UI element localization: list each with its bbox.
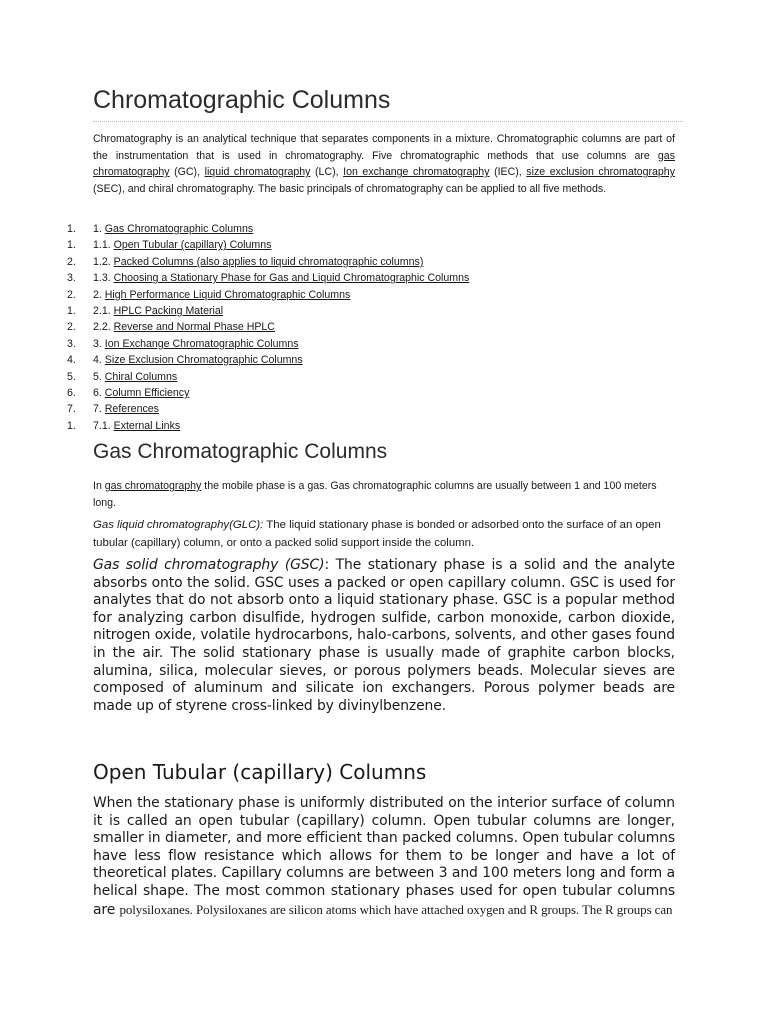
open-tubular-paragraph — [93, 795, 675, 919]
toc-item — [0, 270, 700, 286]
toc-marker: 2. — [67, 321, 76, 334]
link-liquid-chromatography[interactable]: liquid chromatography — [204, 166, 311, 179]
toc-number: 4. — [93, 354, 105, 367]
toc-link[interactable]: References — [104, 403, 159, 416]
toc-link[interactable]: External Links — [113, 419, 181, 432]
toc-link[interactable]: Packed Columns (also applies to liquid chromatographic columns) — [113, 255, 424, 268]
toc-item — [0, 385, 700, 401]
toc-item — [0, 401, 700, 417]
link-gas-chromatography[interactable]: gas chromatography — [93, 149, 675, 179]
glc-paragraph — [93, 517, 675, 552]
toc-marker: 3. — [67, 337, 76, 350]
toc-marker: 1. — [67, 304, 76, 317]
toc-number: 2. — [93, 288, 105, 301]
toc-item — [0, 303, 700, 319]
glc-text: The liquid stationary phase is bonded or adsorbed onto the surface of an open tubular (capillary) column, or onto a packed solid support inside the column. — [93, 519, 661, 549]
gsc-paragraph — [93, 557, 675, 715]
gsc-text: : The stationary phase is a solid and the analyte absorbs onto the solid. GSC uses a packed or open capillary column. GSC is used for analytes that do not absorb onto a liquid stationary phase. GSC is a popular method for analyzing carbon disulfide, hydrogen sulfide, carbon monoxide, carbon dioxide, nitrogen oxide, volatile hydrocarbons, halo-carbons, solvents, and other gases found in the air. The solid stationary phase is usually made of graphite carbon blocks, alumina, silica, molecular sieves, or porous polymers beads. Molecular sieves are composed of aluminum and silicate ion exchangers. Porous polymer beads are made up of styrene cross-linked by divinylbenzene. — [93, 557, 675, 714]
toc-link[interactable]: Choosing a Stationary Phase for Gas and Liquid Chromatographic Columns — [113, 272, 470, 285]
toc-link[interactable]: Gas Chromatographic Columns — [104, 223, 254, 235]
toc-item — [0, 319, 700, 335]
gas-intro-paragraph — [93, 478, 675, 511]
toc-marker: 6. — [67, 386, 76, 399]
toc-item — [0, 352, 700, 368]
toc-item — [0, 336, 700, 352]
toc-link[interactable]: Open Tubular (capillary) Columns — [113, 239, 272, 252]
section-heading-gas-chromatographic-columns: Gas Chromatographic Columns — [93, 440, 388, 463]
toc-link[interactable]: Ion Exchange Chromatographic Columns — [104, 337, 299, 350]
table-of-contents — [0, 221, 700, 434]
toc-marker: 7. — [67, 403, 76, 416]
toc-number: 7. — [93, 403, 105, 416]
toc-number: 2.2. — [93, 321, 114, 334]
toc-item — [0, 254, 700, 270]
link-ion-exchange-chromatography[interactable]: Ion exchange chromatography — [343, 166, 490, 179]
toc-marker: 2. — [67, 255, 76, 268]
open-tubular-text: When the stationary phase is uniformly distributed on the interior surface of column it is called an open tubular (capillary) column. Open tubular columns are longer, smaller in diameter, and more efficient than packed columns. Open tubular columns have less flow resistance which allows for them to be longer and have a lot of theoretical plates. Capillary columns are between 3 and 100 meters long and form a helical shape. The most common stationary phases used for open tubular columns are — [93, 795, 675, 918]
toc-number: 1. — [93, 223, 105, 235]
toc-link[interactable]: Reverse and Normal Phase HPLC — [113, 321, 275, 334]
intro-paragraph — [93, 131, 675, 197]
section-heading-open-tubular-columns: Open Tubular (capillary) Columns — [93, 760, 427, 784]
toc-number: 5. — [93, 370, 105, 383]
intro-text: Chromatography is an analytical technique that separates components in a mixture. Chromatographic columns are part of the instrumentation that is used in chromatography. Five chromatographic methods that use columns are — [93, 133, 675, 162]
toc-link[interactable]: HPLC Packing Material — [113, 304, 224, 317]
toc-number: 7.1. — [93, 419, 114, 432]
link-size-exclusion-chromatography[interactable]: size exclusion chromatography — [526, 166, 675, 179]
toc-number: 1.1. — [93, 239, 114, 252]
intro-text: (SEC), and chiral chromatography. The basic principals of chromatography can be applied to all five methods. — [93, 182, 607, 195]
toc-link[interactable]: Chiral Columns — [104, 370, 178, 383]
toc-number: 1.2. — [93, 255, 114, 268]
toc-link[interactable]: Column Efficiency — [104, 386, 190, 399]
toc-marker: 1. — [67, 223, 76, 235]
toc-item — [0, 418, 700, 434]
toc-item — [0, 369, 700, 385]
toc-item — [0, 237, 700, 253]
toc-item — [0, 287, 700, 303]
toc-number: 2.1. — [93, 304, 114, 317]
paragraph-text: In — [93, 480, 105, 492]
intro-text: (IEC), — [489, 166, 527, 179]
toc-marker: 4. — [67, 354, 76, 367]
toc-number: 3. — [93, 337, 105, 350]
toc-marker: 3. — [67, 272, 76, 285]
toc-marker: 1. — [67, 239, 76, 252]
toc-marker: 2. — [67, 288, 76, 301]
intro-text: (LC), — [310, 166, 344, 179]
toc-marker: 5. — [67, 370, 76, 383]
glc-term: Gas liquid chromatography(GLC): — [93, 519, 264, 531]
toc-link[interactable]: High Performance Liquid Chromatographic Columns — [104, 288, 351, 301]
polysiloxanes-text: polysiloxanes. Polysiloxanes are silicon atoms which have attached oxygen and R groups. The R groups can — [119, 901, 673, 917]
page-title: Chromatographic Columns — [93, 86, 683, 122]
link-gas-chromatography[interactable]: gas chromatography — [104, 480, 202, 492]
intro-text: (GC), — [169, 166, 205, 179]
toc-number: 6. — [93, 386, 105, 399]
toc-link[interactable]: Size Exclusion Chromatographic Columns — [104, 354, 303, 367]
gsc-term: Gas solid chromatography (GSC) — [93, 557, 325, 573]
toc-item — [0, 221, 700, 237]
toc-number: 1.3. — [93, 272, 114, 285]
toc-marker: 1. — [67, 419, 76, 432]
paragraph-text: the mobile phase is a gas. Gas chromatographic columns are usually between 1 and 100 meters long. — [93, 480, 657, 509]
